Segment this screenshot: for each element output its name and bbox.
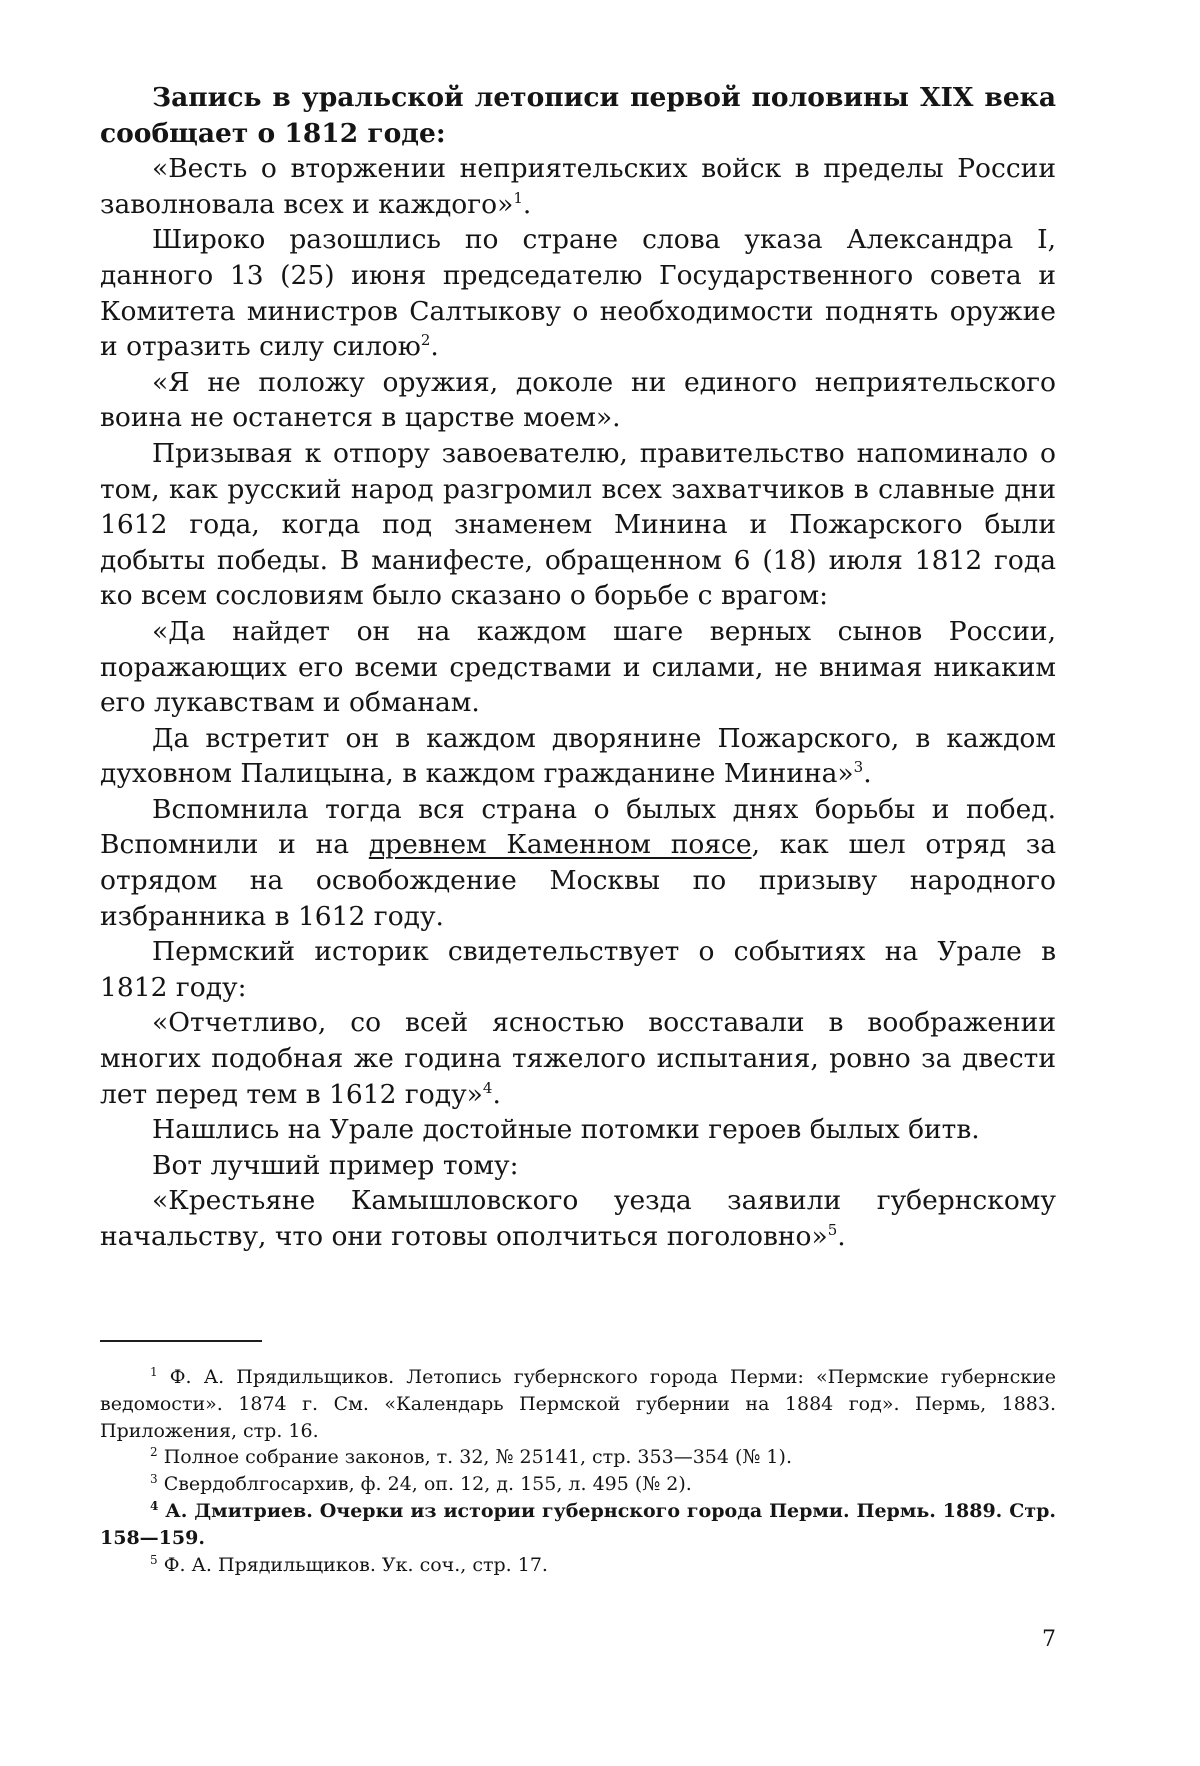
footnote: $^3$ Свердоблгосархив, ф. 24, оп. 12, д. 155, л. 495 (№ 2).: [150, 1472, 692, 1496]
quote-paragraph: «Да найдет он на каждом шаге верных сынов России, поражающих его всеми средствами и силами, не внимая никаким его лукавствам и обманам.: [100, 615, 1056, 719]
footnote: $^5$ Ф. А. Прядильщиков. Ук. соч., стр. 17.: [150, 1552, 548, 1576]
paragraph: Вот лучший пример тому:: [152, 1149, 519, 1181]
footnote-ref: 1: [513, 188, 523, 207]
quote-paragraph: «Отчетливо, со всей ясностью восставали в воображении многих подобная же година тяжелого испытания, ровно за двести лет перед тем в 1612 году»$^4$.: [100, 1007, 1056, 1110]
footnote-mark: 4: [150, 1498, 159, 1513]
footnote-mark: 2: [150, 1445, 158, 1460]
footnote-ref: 5: [827, 1221, 838, 1239]
underlined-phrase: древнем Каменном поясе: [368, 829, 752, 861]
quote-paragraph: Да встретит он в каждом дворянине Пожарского, в каждом духовном Палицына, в каждом гражданине Минина»$^3$.: [100, 722, 1056, 790]
footnotes: [100, 1364, 1056, 1578]
footnote: $^4$ А. Дмитриев. Очерки из истории губернского города Перми. Пермь. 1889. Стр. 158—159.: [100, 1498, 1056, 1549]
page-number: 7: [1042, 1627, 1056, 1652]
quote-paragraph: «Весть о вторжении неприятельских войск в пределы России заволновала всех и каждого»$^1$.: [100, 153, 1056, 220]
paragraph: Призывая к отпору завоевателю, правительство напоминало о том, как русский народ разгромил всех захватчиков в славные дни 1612 года, когда под знаменем Минина и Пожарского были добыты победы. В манифесте, обращенном 6 (18) июля 1812 года ко всем сословиям было сказано о борьбе с врагом:: [100, 437, 1056, 612]
footnote-ref: 2: [420, 331, 431, 350]
paragraph: Запись в уральской летописи первой половины XIX века сообщает о 1812 годе:: [100, 82, 1056, 149]
footnote-mark: 5: [150, 1552, 158, 1567]
quote-paragraph: «Я не положу оружия, доколе ни единого неприятельского воина не останется в царстве моем».: [100, 366, 1056, 434]
footnote-ref: 3: [853, 758, 864, 777]
footnote-mark: 1: [150, 1365, 158, 1379]
footnote-mark: 3: [150, 1472, 158, 1487]
footnote-ref: 4: [482, 1078, 493, 1097]
footnote: $^2$ Полное собрание законов, т. 32, № 25141, стр. 353—354 (№ 1).: [150, 1445, 792, 1469]
main-text: [100, 80, 1056, 1255]
paragraph: Вспомнила тогда вся страна о былых днях борьбы и побед. Вспомнили и на древнем Каменном поясе, как шел отряд за отрядом на освобождение Москвы по призыву народного избранника в 1612 году.: [100, 793, 1057, 932]
paragraph: Широко разошлись по стране слова указа Александра I, данного 13 (25) июня председателю Государственного совета и Комитета министров Салтыкову о необходимости поднять оружие и отразить силу силою$^2$.: [100, 224, 1056, 363]
footnote-divider: [100, 1340, 262, 1342]
paragraph: Пермский историк свидетельствует о событиях на Урале в 1812 году:: [100, 936, 1056, 1003]
paragraph: Нашлись на Урале достойные потомки героев былых битв.: [152, 1114, 980, 1146]
footnote: $^1$ Ф. А. Прядильщиков. Летопись губернского города Перми: «Пермские губернские ведомости». 1874 г. См. «Календарь Пермской губернии на 1884 год». Пермь, 1883. Приложения, стр. 16.: [100, 1365, 1056, 1442]
quote-paragraph: «Крестьяне Камышловского уезда заявили губернскому начальству, что они готовы ополчиться поголовно»$^5$.: [100, 1185, 1056, 1252]
